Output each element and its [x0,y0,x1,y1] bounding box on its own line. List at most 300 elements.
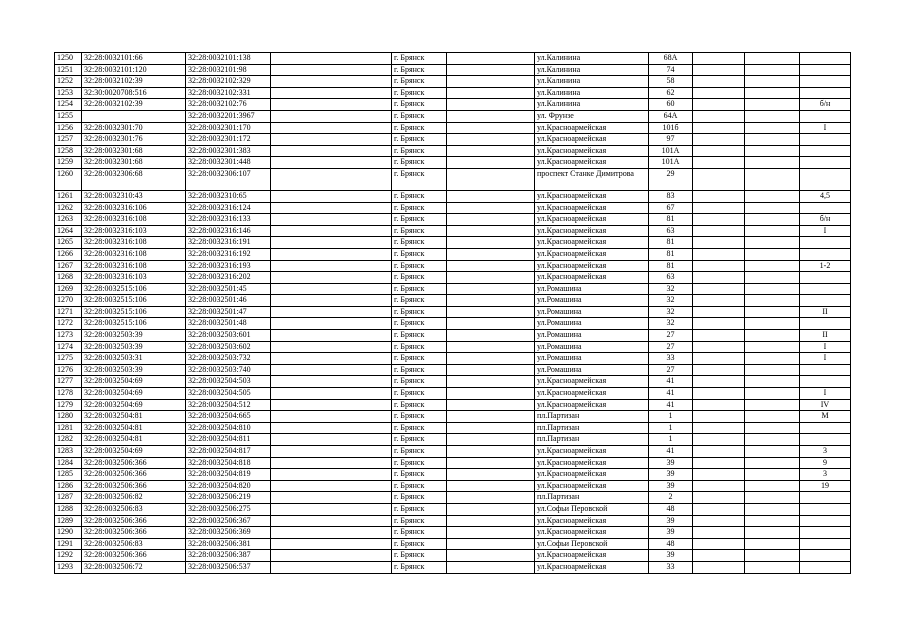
city-cell: г. Брянск [392,457,447,469]
empty-cell [271,283,392,295]
city-cell: г. Брянск [392,260,447,272]
premises-number-cell: 19 [800,480,851,492]
cadastral-quarter-number: 32:28:0032310:43 [82,190,186,202]
cadastral-number: 32:28:0032506:381 [186,538,271,550]
cadastral-number: 32:28:0032504:810 [186,422,271,434]
street-cell: проспект Станке Димитрова [535,168,649,190]
empty-cell [271,87,392,99]
empty-cell [271,145,392,157]
empty-cell [447,214,535,226]
empty-cell [271,446,392,458]
empty-cell [693,99,745,111]
premises-number-cell: II [800,306,851,318]
table-row [55,64,851,76]
empty-cell [447,248,535,260]
table-row [55,561,851,573]
house-number-cell: 101б [649,122,693,134]
house-number-cell: 27 [649,341,693,353]
empty-cell [745,503,800,515]
premises-number-cell [800,503,851,515]
table-row [55,225,851,237]
house-number-cell: 39 [649,550,693,562]
empty-cell [447,399,535,411]
cadastral-number: 32:28:0032504:665 [186,411,271,423]
empty-cell [271,225,392,237]
empty-cell [447,561,535,573]
house-number-cell: 27 [649,330,693,342]
cadastral-quarter-number: 32:28:0032316:106 [82,202,186,214]
premises-number-cell [800,376,851,388]
street-cell: ул.Ромашина [535,341,649,353]
row-number: 1271 [55,306,82,318]
empty-cell [271,457,392,469]
cadastral-number: 32:28:0032503:601 [186,330,271,342]
city-cell: г. Брянск [392,53,447,65]
empty-cell [447,364,535,376]
premises-number-cell [800,64,851,76]
house-number-cell: 101А [649,145,693,157]
row-number: 1287 [55,492,82,504]
cadastral-number: 32:28:0032504:503 [186,376,271,388]
empty-cell [745,561,800,573]
empty-cell [745,353,800,365]
cadastral-quarter-number: 32:28:0032506:366 [82,515,186,527]
cadastral-quarter-number: 32:28:0032506:366 [82,527,186,539]
table-row [55,87,851,99]
empty-cell [745,480,800,492]
empty-cell [745,388,800,400]
row-number: 1258 [55,145,82,157]
city-cell: г. Брянск [392,306,447,318]
empty-cell [271,550,392,562]
cadastral-quarter-number [82,110,186,122]
empty-cell [745,168,800,190]
cadastral-quarter-number: 32:28:0032506:366 [82,457,186,469]
street-cell: ул.Красноармейская [535,272,649,284]
empty-cell [693,561,745,573]
empty-cell [745,341,800,353]
cadastral-number: 32:28:0032504:512 [186,399,271,411]
city-cell: г. Брянск [392,341,447,353]
row-number: 1260 [55,168,82,190]
empty-cell [693,318,745,330]
cadastral-quarter-number: 32:28:0032504:81 [82,411,186,423]
cadastral-number: 32:28:0032506:275 [186,503,271,515]
empty-cell [271,168,392,190]
empty-cell [271,515,392,527]
house-number-cell: 68А [649,53,693,65]
premises-number-cell [800,134,851,146]
table-row [55,538,851,550]
house-number-cell: 32 [649,283,693,295]
cadastral-quarter-number: 32:28:0032506:72 [82,561,186,573]
empty-cell [447,99,535,111]
premises-number-cell [800,561,851,573]
city-cell: г. Брянск [392,469,447,481]
empty-cell [271,134,392,146]
street-cell: ул.Красноармейская [535,527,649,539]
cadastral-quarter-number: 32:28:0032503:31 [82,353,186,365]
empty-cell [447,260,535,272]
city-cell: г. Брянск [392,283,447,295]
empty-cell [271,190,392,202]
empty-cell [447,225,535,237]
empty-cell [271,306,392,318]
premises-number-cell: IV [800,399,851,411]
empty-cell [271,353,392,365]
row-number: 1269 [55,283,82,295]
empty-cell [693,260,745,272]
house-number-cell: 83 [649,190,693,202]
street-cell: ул.Ромашина [535,295,649,307]
house-number-cell: 67 [649,202,693,214]
empty-cell [745,306,800,318]
empty-cell [693,364,745,376]
premises-number-cell [800,422,851,434]
city-cell: г. Брянск [392,527,447,539]
empty-cell [693,145,745,157]
empty-cell [745,364,800,376]
row-number: 1285 [55,469,82,481]
cadastral-quarter-number: 32:28:0032503:39 [82,330,186,342]
table-row [55,157,851,169]
house-number-cell: 33 [649,353,693,365]
premises-number-cell [800,110,851,122]
empty-cell [745,248,800,260]
empty-cell [745,64,800,76]
city-cell: г. Брянск [392,399,447,411]
table-row [55,364,851,376]
cadastral-quarter-number: 32:28:0032503:39 [82,341,186,353]
row-number: 1264 [55,225,82,237]
street-cell: ул.Красноармейская [535,202,649,214]
empty-cell [271,492,392,504]
empty-cell [693,134,745,146]
table-row [55,134,851,146]
cadastral-number: 32:28:0032102:76 [186,99,271,111]
street-cell: ул.Красноармейская [535,237,649,249]
house-number-cell: 63 [649,272,693,284]
empty-cell [693,283,745,295]
row-number: 1251 [55,64,82,76]
empty-cell [447,318,535,330]
empty-cell [745,134,800,146]
city-cell: г. Брянск [392,364,447,376]
house-number-cell: 39 [649,457,693,469]
house-number-cell: 41 [649,399,693,411]
empty-cell [271,272,392,284]
empty-cell [271,202,392,214]
premises-number-cell [800,202,851,214]
cadastral-number: 32:28:0032316:202 [186,272,271,284]
cadastral-quarter-number: 32:28:0032506:366 [82,550,186,562]
table-row [55,76,851,88]
cadastral-quarter-number: 32:28:0032504:69 [82,388,186,400]
row-number: 1278 [55,388,82,400]
empty-cell [745,399,800,411]
cadastral-number: 32:28:0032101:98 [186,64,271,76]
premises-number-cell: I [800,353,851,365]
row-number: 1289 [55,515,82,527]
empty-cell [447,341,535,353]
street-cell: ул.Красноармейская [535,469,649,481]
empty-cell [693,157,745,169]
empty-cell [447,480,535,492]
empty-cell [745,99,800,111]
table-row [55,283,851,295]
city-cell: г. Брянск [392,87,447,99]
empty-cell [447,492,535,504]
house-number-cell: 41 [649,388,693,400]
premises-number-cell [800,550,851,562]
empty-cell [447,515,535,527]
cadastral-quarter-number: 32:28:0032506:82 [82,492,186,504]
street-cell: ул.Ромашина [535,364,649,376]
empty-cell [693,434,745,446]
empty-cell [447,376,535,388]
street-cell: ул.Калинина [535,99,649,111]
house-number-cell: 39 [649,515,693,527]
street-cell: пл.Партизан [535,422,649,434]
cadastral-quarter-number: 32:28:0032506:83 [82,538,186,550]
empty-cell [447,411,535,423]
cadastral-quarter-number: 32:28:0032102:39 [82,99,186,111]
empty-cell [447,330,535,342]
empty-cell [271,122,392,134]
premises-number-cell [800,538,851,550]
cadastral-quarter-number: 32:28:0032504:69 [82,446,186,458]
table-row [55,446,851,458]
premises-number-cell [800,283,851,295]
city-cell: г. Брянск [392,538,447,550]
street-cell: ул.Калинина [535,76,649,88]
empty-cell [271,237,392,249]
empty-cell [447,353,535,365]
house-number-cell: 74 [649,64,693,76]
street-cell: ул. Фрунзе [535,110,649,122]
row-number: 1255 [55,110,82,122]
city-cell: г. Брянск [392,330,447,342]
empty-cell [745,237,800,249]
empty-cell [447,53,535,65]
empty-cell [745,457,800,469]
cadastral-quarter-number: 32:28:0032101:66 [82,53,186,65]
table-row [55,260,851,272]
row-number: 1256 [55,122,82,134]
empty-cell [271,376,392,388]
empty-cell [693,469,745,481]
table-row [55,457,851,469]
row-number: 1283 [55,446,82,458]
cadastral-quarter-number: 32:28:0032504:81 [82,434,186,446]
cadastral-number: 32:28:0032501:48 [186,318,271,330]
table-row [55,295,851,307]
table-row [55,422,851,434]
city-cell: г. Брянск [392,376,447,388]
street-cell: ул.Калинина [535,53,649,65]
empty-cell [271,503,392,515]
row-number: 1268 [55,272,82,284]
cadastral-number: 32:28:0032504:818 [186,457,271,469]
empty-cell [693,190,745,202]
cadastral-number: 32:28:0032506:219 [186,492,271,504]
premises-number-cell [800,434,851,446]
street-cell: ул.Красноармейская [535,248,649,260]
table-row [55,202,851,214]
table-row [55,248,851,260]
empty-cell [693,480,745,492]
cadastral-number: 32:28:0032306:107 [186,168,271,190]
city-cell: г. Брянск [392,353,447,365]
table-row [55,145,851,157]
empty-cell [447,145,535,157]
empty-cell [271,64,392,76]
table-row [55,237,851,249]
empty-cell [745,202,800,214]
empty-cell [745,87,800,99]
empty-cell [745,550,800,562]
cadastral-number: 32:28:0032504:811 [186,434,271,446]
row-number: 1266 [55,248,82,260]
cadastral-number: 32:28:0032316:133 [186,214,271,226]
empty-cell [693,527,745,539]
city-cell: г. Брянск [392,515,447,527]
premises-number-cell: I [800,122,851,134]
premises-number-cell [800,53,851,65]
city-cell: г. Брянск [392,190,447,202]
cadastral-number: 32:28:0032504:505 [186,388,271,400]
street-cell: ул.Красноармейская [535,376,649,388]
empty-cell [693,515,745,527]
row-number: 1292 [55,550,82,562]
street-cell: ул.Ромашина [535,353,649,365]
city-cell: г. Брянск [392,99,447,111]
house-number-cell: 64А [649,110,693,122]
empty-cell [271,527,392,539]
table-row [55,306,851,318]
house-number-cell: 39 [649,480,693,492]
empty-cell [447,110,535,122]
city-cell: г. Брянск [392,480,447,492]
street-cell: ул.Красноармейская [535,260,649,272]
premises-number-cell: I [800,225,851,237]
row-number: 1273 [55,330,82,342]
row-number: 1281 [55,422,82,434]
row-number: 1280 [55,411,82,423]
empty-cell [271,399,392,411]
table-row [55,376,851,388]
house-number-cell: 33 [649,561,693,573]
street-cell: ул.Красноармейская [535,446,649,458]
table-row [55,53,851,65]
empty-cell [447,446,535,458]
city-cell: г. Брянск [392,168,447,190]
table-row [55,272,851,284]
cadastral-number: 32:28:0032301:170 [186,122,271,134]
empty-cell [745,515,800,527]
premises-number-cell: II [800,330,851,342]
empty-cell [745,318,800,330]
city-cell: г. Брянск [392,492,447,504]
table-row [55,492,851,504]
cadastral-number: 32:28:0032501:45 [186,283,271,295]
cadastral-number: 32:28:0032316:192 [186,248,271,260]
city-cell: г. Брянск [392,237,447,249]
empty-cell [693,306,745,318]
table-row [55,527,851,539]
premises-number-cell: 3 [800,446,851,458]
city-cell: г. Брянск [392,561,447,573]
empty-cell [447,237,535,249]
cadastral-quarter-number: 32:28:0032316:108 [82,214,186,226]
premises-number-cell [800,527,851,539]
house-number-cell: 81 [649,237,693,249]
cadastral-quarter-number: 32:30:0020708:516 [82,87,186,99]
empty-cell [745,295,800,307]
row-number: 1272 [55,318,82,330]
cadastral-quarter-number: 32:28:0032301:76 [82,134,186,146]
empty-cell [693,388,745,400]
row-number: 1265 [55,237,82,249]
empty-cell [693,341,745,353]
empty-cell [745,122,800,134]
empty-cell [745,110,800,122]
house-number-cell: 2 [649,492,693,504]
street-cell: ул.Красноармейская [535,561,649,573]
empty-cell [745,492,800,504]
premises-number-cell [800,492,851,504]
house-number-cell: 101А [649,157,693,169]
cadastral-quarter-number: 32:28:0032316:108 [82,260,186,272]
city-cell: г. Брянск [392,411,447,423]
table-row [55,388,851,400]
premises-number-cell: I [800,388,851,400]
empty-cell [693,538,745,550]
cadastral-number: 32:28:0032504:819 [186,469,271,481]
table-row [55,341,851,353]
table-row [55,411,851,423]
empty-cell [447,503,535,515]
empty-cell [271,248,392,260]
row-number: 1290 [55,527,82,539]
empty-cell [693,295,745,307]
premises-number-cell [800,157,851,169]
cadastral-number: 32:28:0032503:732 [186,353,271,365]
empty-cell [271,214,392,226]
empty-cell [745,376,800,388]
table-row [55,168,851,190]
cadastral-quarter-number: 32:28:0032101:120 [82,64,186,76]
empty-cell [271,53,392,65]
house-number-cell: 32 [649,295,693,307]
street-cell: ул.Красноармейская [535,515,649,527]
empty-cell [693,446,745,458]
row-number: 1262 [55,202,82,214]
cadastral-number: 32:28:0032501:46 [186,295,271,307]
empty-cell [693,214,745,226]
street-cell: ул.Красноармейская [535,480,649,492]
empty-cell [693,550,745,562]
premises-number-cell [800,87,851,99]
table-row [55,515,851,527]
cadastral-quarter-number: 32:28:0032515:106 [82,295,186,307]
city-cell: г. Брянск [392,110,447,122]
empty-cell [693,237,745,249]
cadastral-number: 32:28:0032506:367 [186,515,271,527]
empty-cell [447,422,535,434]
table-row [55,318,851,330]
house-number-cell: 1 [649,411,693,423]
